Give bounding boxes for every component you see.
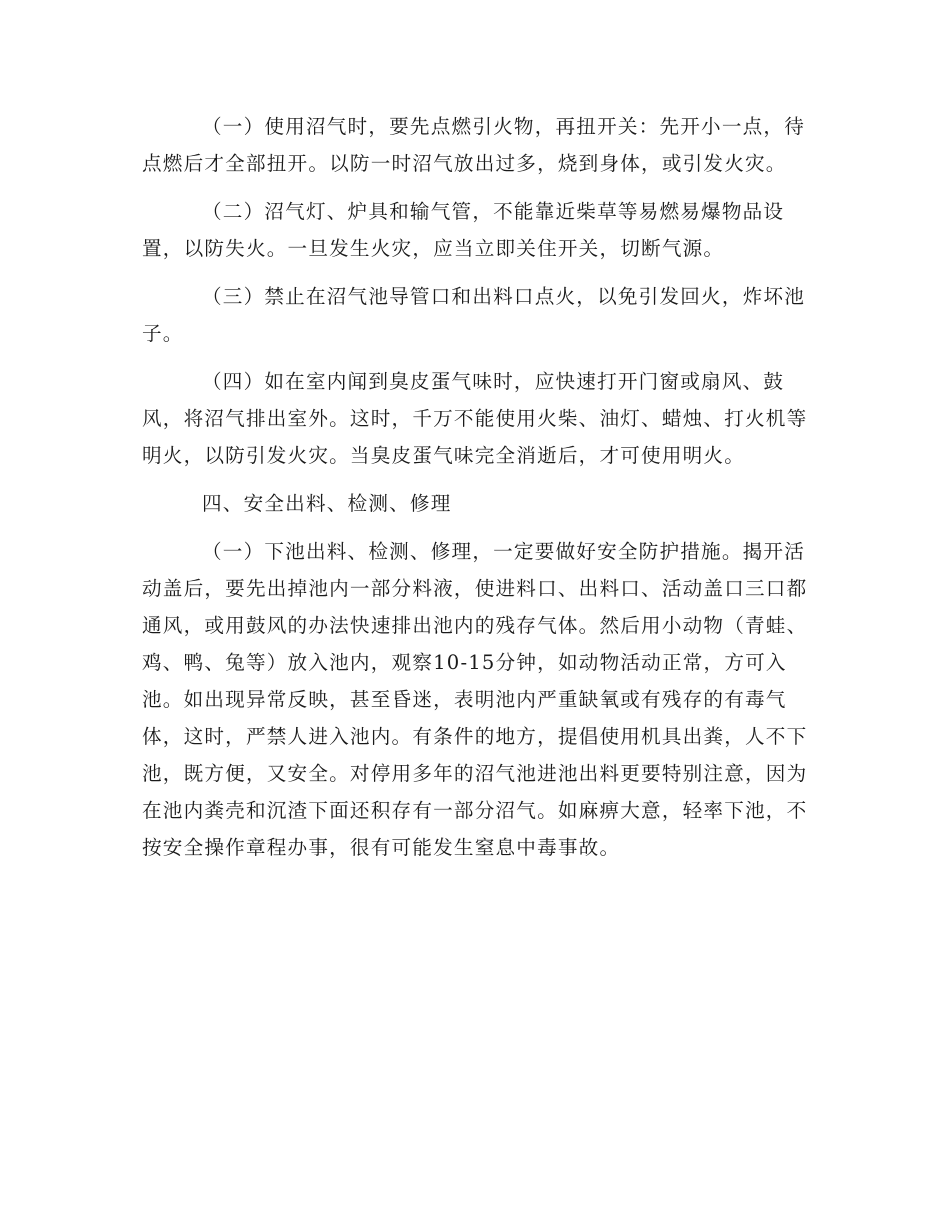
- paragraph-no-ignition-at-outlet: （三）禁止在沼气池导管口和出料口点火，以免引发回火，炸坏池子。: [142, 285, 806, 345]
- paragraph-lamp-stove-placement: （二）沼气灯、炉具和输气管，不能靠近柴草等易燃易爆物品设置，以防失火。一旦发生火灾，应当立即关住开关，切断气源。: [142, 200, 785, 260]
- document-page: [142, 108, 810, 866]
- paragraph-entering-pit-safety: （一）下池出料、检测、修理，一定要做好安全防护措施。揭开活动盖后，要先出掉池内一部分料液，使进料口、出料口、活动盖口三口都通风，或用鼓风的办法快速排出池内的残存气体。然后用小动物（青蛙、鸡、鸭、兔等）放入池内，观察10-15分钟，如动物活动正常，方可入池。如出现异常反映，甚至昏迷，表明池内严重缺氧或有残存的有毒气体，这时，严禁人进入池内。有条件的地方，提倡使用机具出粪，人不下池，既方便，又安全。对停用多年的沼气池进池出料更要特别注意，因为在池内粪壳和沉渣下面还积存有一部分沼气。如麻痹大意，轻率下池，不按安全操作章程办事，很有可能发生窒息中毒事故。: [142, 540, 808, 859]
- paragraph-usage-ignition: （一）使用沼气时，要先点燃引火物，再扭开关：先开小一点，待点燃后才全部扭开。以防一时沼气放出过多，烧到身体，或引发火灾。: [142, 115, 806, 175]
- paragraph-gas-smell-indoors: （四）如在室内闻到臭皮蛋气味时，应快速打开门窗或扇风、鼓风，将沼气排出室外。这时，千万不能使用火柴、油灯、蜡烛、打火机等明火，以防引发火灾。当臭皮蛋气味完全消逝后，才可使用明火。: [142, 370, 808, 467]
- section-heading-safe-discharge: 四、安全出料、检测、修理: [202, 492, 452, 515]
